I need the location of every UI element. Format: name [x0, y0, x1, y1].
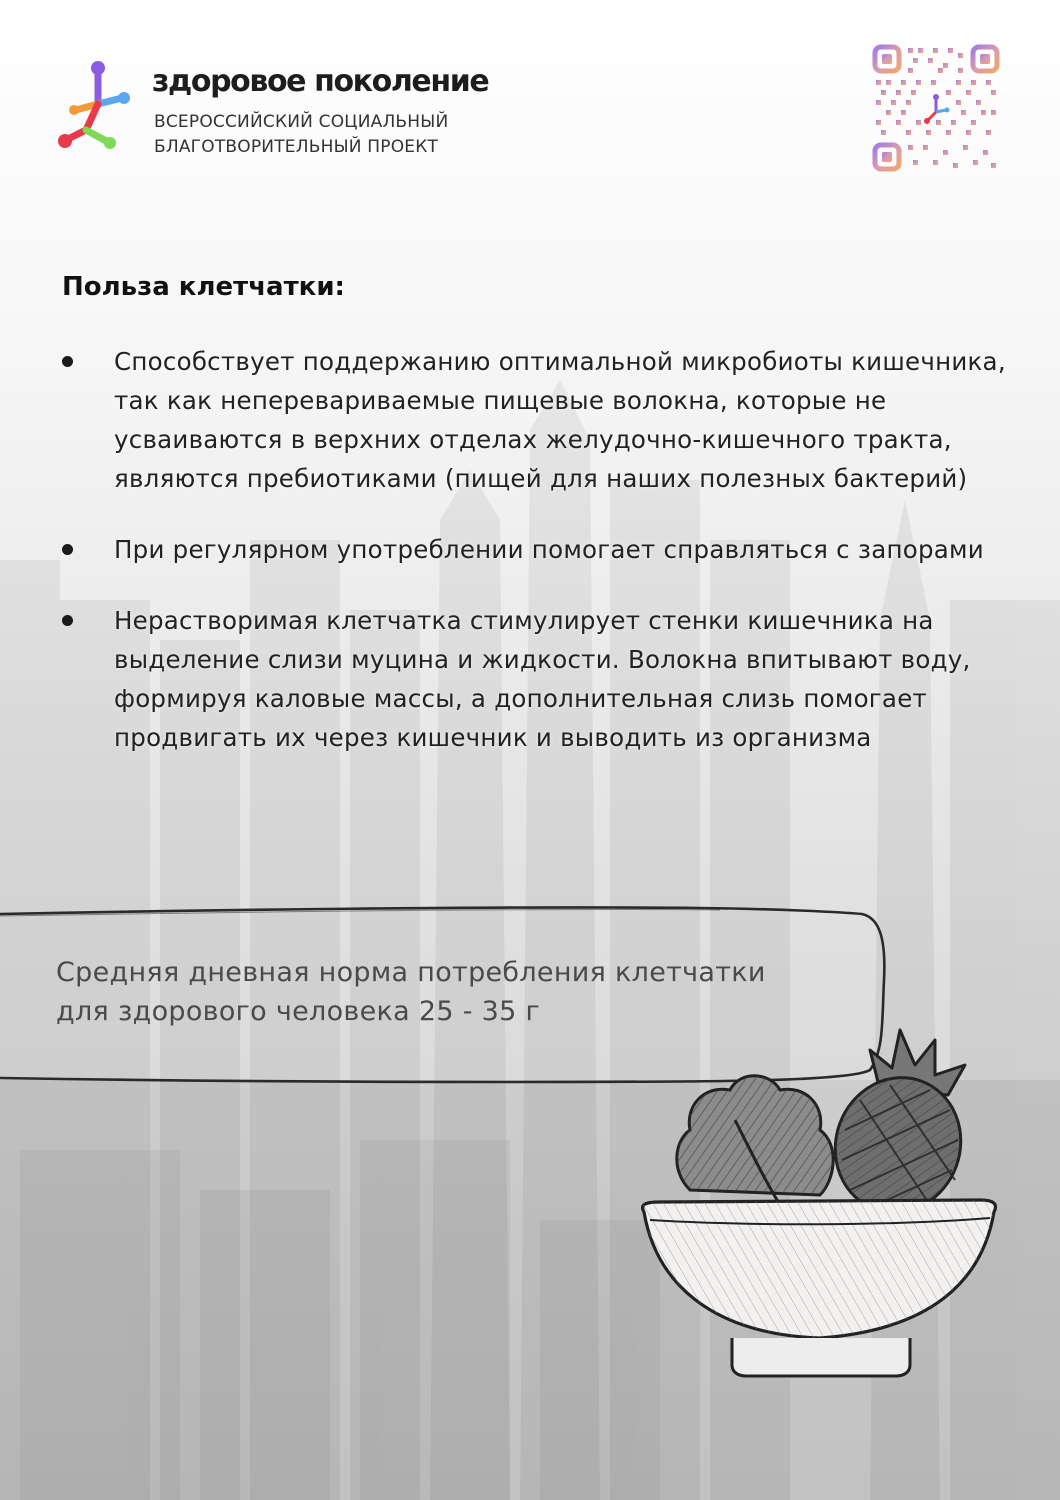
list-item	[62, 601, 1052, 757]
section-heading: Польза клетчатки:	[62, 272, 345, 302]
list-item	[62, 530, 1052, 569]
brand-name: здоровое поколение	[152, 64, 489, 99]
bullet-dot-icon	[62, 615, 73, 626]
brand-tagline-line-2: БЛАГОТВОРИТЕЛЬНЫЙ ПРОЕКТ	[154, 137, 439, 157]
qr-code-icon[interactable]	[870, 42, 1002, 174]
benefits-list	[62, 342, 1052, 789]
benefit-text: Нерастворимая клетчатка стимулирует стенки кишечника на выделение слизи муцина и жидкости. Волокна впитывают воду, формируя каловые массы, а дополнительная слизь помогает продвигать их через кишечник и выводить из организма	[114, 606, 971, 752]
daily-norm-line-1: Средняя дневная норма потребления клетчатки	[56, 957, 766, 988]
bullet-dot-icon	[62, 544, 73, 555]
daily-norm-line-2: для здорового человека 25 - 35 г	[56, 996, 540, 1027]
benefit-text: При регулярном употреблении помогает справляться с запорами	[114, 535, 984, 564]
molecule-logo-icon	[56, 58, 138, 154]
benefit-text: Способствует поддержанию оптимальной микробиоты кишечника, так как неперевариваемые пищевые волокна, которые не усваиваются в верхних отделах желудочно-кишечного тракта, являются пребиотиками (пищей для наших полезных бактерий)	[114, 347, 1006, 493]
brand-tagline-line-1: ВСЕРОССИЙСКИЙ СОЦИАЛЬНЫЙ	[154, 112, 449, 132]
brand-tagline	[154, 110, 448, 160]
fruit-bowl-illustration	[630, 1020, 1010, 1390]
list-item	[62, 342, 1052, 498]
bullet-dot-icon	[62, 356, 73, 367]
